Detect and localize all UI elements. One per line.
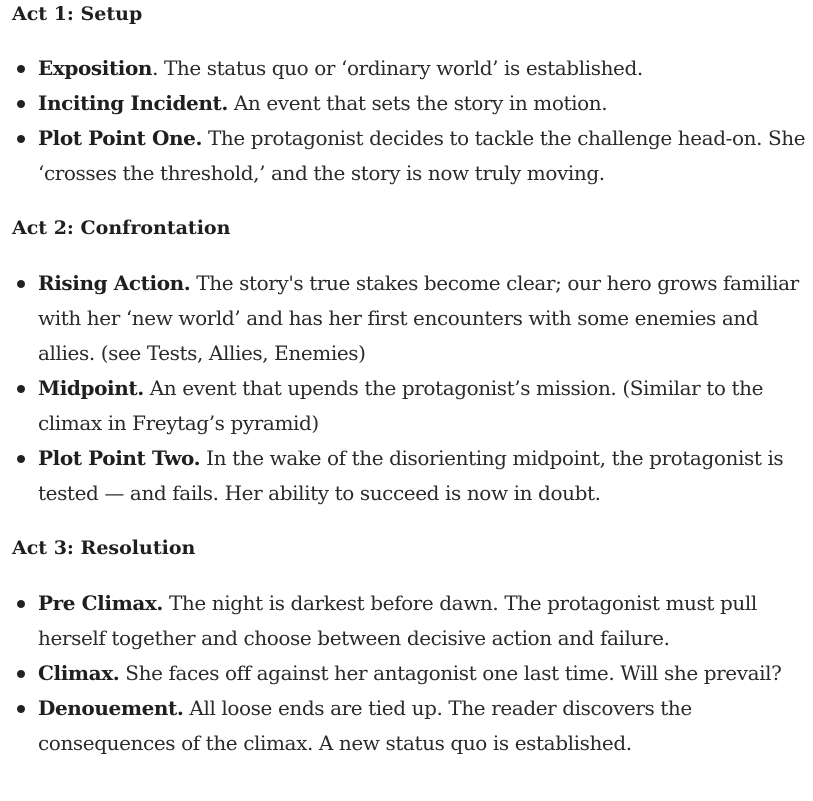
item-text: An event that sets the story in motion. [227,91,608,115]
item-text: . The status quo or ‘ordinary world’ is established. [152,56,643,80]
item-text: In the wake of the disorienting midpoint, the protagonist is tested — and fails. Her ability to succeed is now in doubt. [38,446,784,505]
item-term: Rising Action. [38,271,191,295]
item-text: An event that upends the protagonist’s mission. (Similar to the climax in Freytag’s pyramid) [38,376,764,435]
list-item [12,371,807,441]
list-item [12,586,807,656]
item-text: The night is darkest before dawn. The protagonist must pull herself together and choose between decisive action and failure. [38,591,757,650]
list-item [12,266,807,371]
item-term: Plot Point One. [38,126,203,150]
bullet-icon [17,600,25,608]
bullet-icon [17,135,25,143]
item-text: The story's true stakes become clear; our hero grows familiar with her ‘new world’ and has her first encounters with some enemies and allies. (see Tests, Allies, Enemies) [38,271,799,365]
item-term: Exposition [38,56,153,80]
list-item [12,691,807,761]
item-term: Climax. [38,661,120,685]
list-item [12,51,807,86]
act-3-heading: Act 3: Resolution [12,537,196,559]
item-term: Inciting Incident. [38,91,228,115]
act-1-heading: Act 1: Setup [12,3,143,25]
bullet-icon [17,670,25,678]
bullet-icon [17,705,25,713]
item-term: Denouement. [38,696,184,720]
item-text: The protagonist decides to tackle the challenge head-on. She ‘crosses the threshold,’ and the story is now truly moving. [38,126,806,185]
act-3-list [12,586,807,761]
bullet-icon [17,100,25,108]
item-text: All loose ends are tied up. The reader discovers the consequences of the climax. A new status quo is established. [38,696,692,755]
bullet-icon [17,280,25,288]
act-2-heading: Act 2: Confrontation [12,217,231,239]
bullet-icon [17,65,25,73]
bullet-icon [17,385,25,393]
list-item [12,86,807,121]
list-item [12,656,807,691]
act-1-list [12,51,807,191]
item-text: She faces off against her antagonist one last time. Will she prevail? [119,661,782,685]
act-2-list [12,266,807,511]
item-term: Midpoint. [38,376,144,400]
bullet-icon [17,455,25,463]
item-term: Plot Point Two. [38,446,201,470]
list-item [12,441,807,511]
item-term: Pre Climax. [38,591,163,615]
list-item [12,121,807,191]
